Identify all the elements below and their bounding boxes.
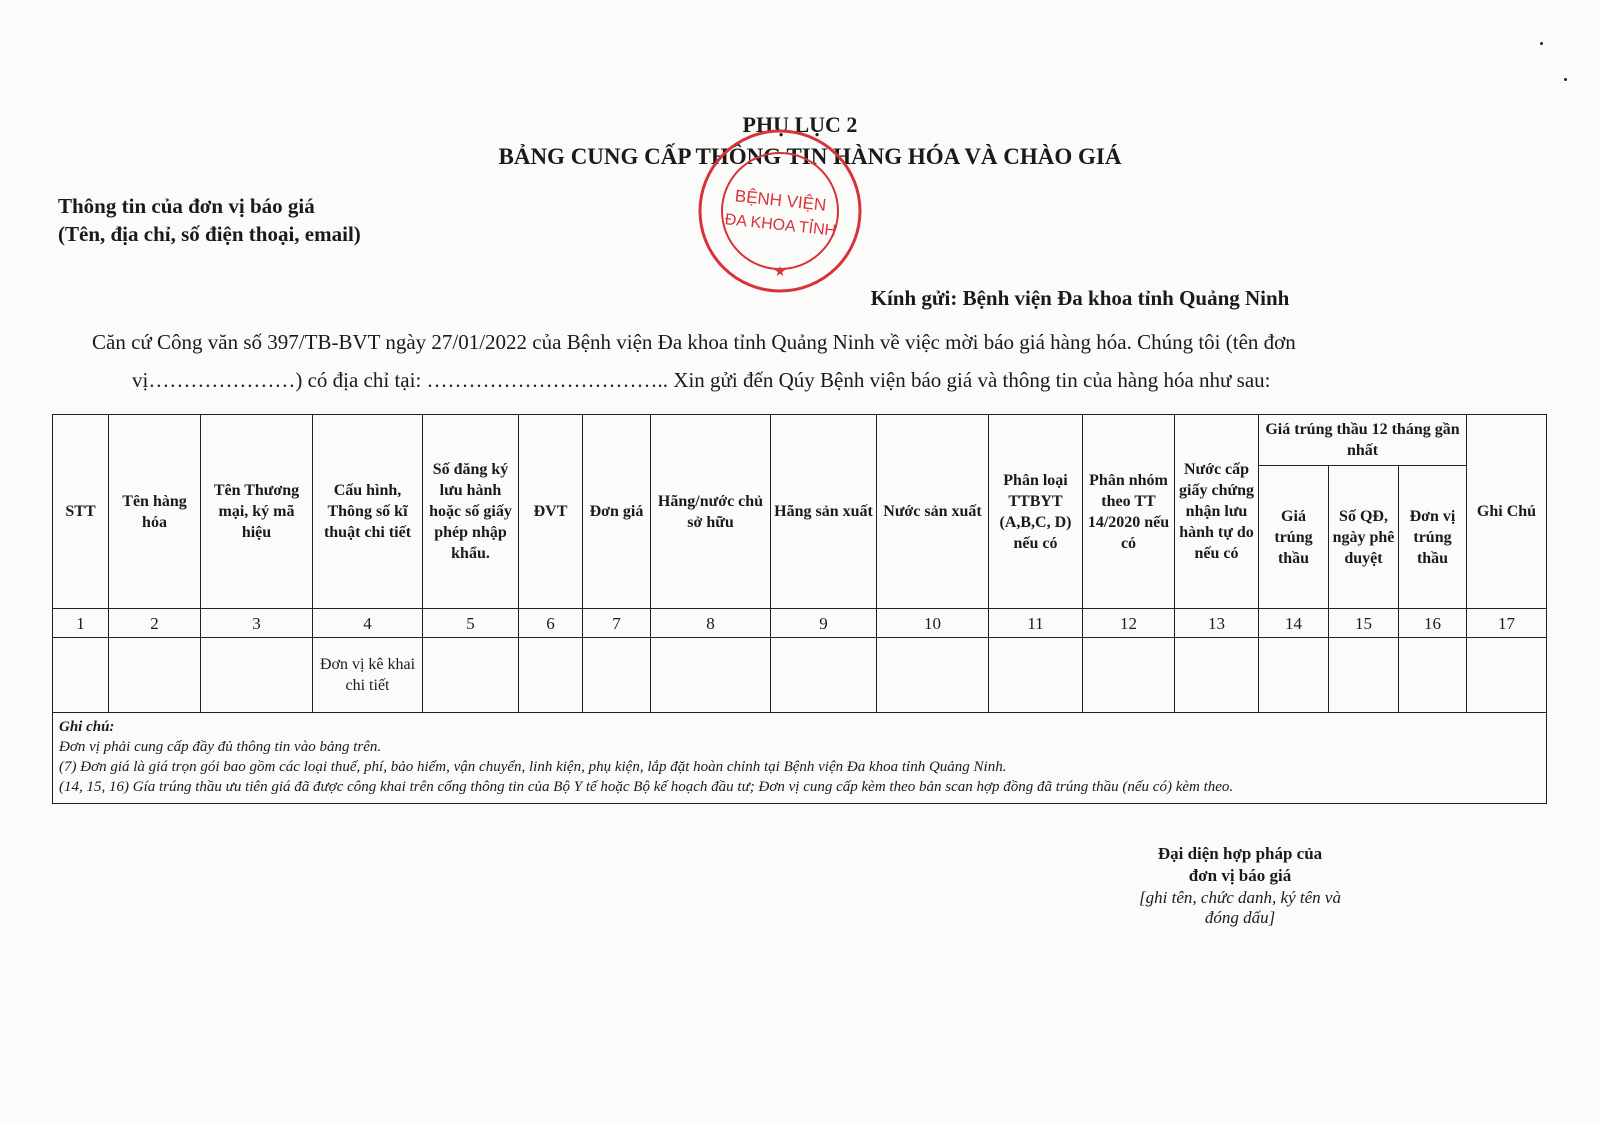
- table-cell[interactable]: [877, 638, 989, 713]
- column-number: 8: [651, 609, 771, 638]
- note-line-2: (7) Đơn giá là giá trọn gói bao gồm các loại thuế, phí, bảo hiểm, vận chuyển, linh kiện, phụ kiện, lắp đặt hoàn chỉnh tại Bệnh viện Đa khoa tỉnh Quảng Ninh.: [59, 759, 1007, 775]
- quotation-table: [52, 414, 1547, 804]
- table-cell[interactable]: [1329, 638, 1399, 713]
- table-cell-spec[interactable]: Đơn vị kê khai chi tiết: [313, 638, 423, 713]
- header-dvt: ĐVT: [519, 415, 583, 609]
- table-row: [53, 638, 1547, 713]
- signature-title-1: Đại diện hợp pháp của: [1157, 844, 1323, 863]
- table-cell[interactable]: [771, 638, 877, 713]
- note-line-3: (14, 15, 16) Gía trúng thầu ưu tiên giá đã được công khai trên cổng thông tin của Bộ Y tế hoặc Bộ kế hoạch đầu tư; Đơn vị cung cấp kèm theo bản scan hợp đồng đã trúng thầu (nếu có) kèm theo.: [59, 779, 1234, 795]
- recipient-line: [0, 286, 1600, 311]
- header-hang-san-xuat: Hãng sản xuất: [771, 415, 877, 609]
- column-number: 11: [989, 609, 1083, 638]
- header-stt: STT: [53, 415, 109, 609]
- table-cell[interactable]: [583, 638, 651, 713]
- header-ten-thuong-mai: Tên Thương mại, ký mã hiệu: [201, 415, 313, 609]
- column-number: 7: [583, 609, 651, 638]
- note-line-1: Đơn vị phải cung cấp đầy đủ thông tin vào bảng trên.: [59, 739, 382, 755]
- notes-title: Ghi chú:: [59, 719, 115, 735]
- table-cell[interactable]: [519, 638, 583, 713]
- sender-info-detail: (Tên, địa chỉ, số điện thoại, email): [58, 222, 361, 246]
- column-number: 4: [313, 609, 423, 638]
- header-nuoc-san-xuat: Nước sản xuất: [877, 415, 989, 609]
- column-number: 13: [1175, 609, 1259, 638]
- notes-row: [53, 713, 1547, 804]
- column-number: 16: [1399, 609, 1467, 638]
- notes-cell: [53, 713, 1547, 804]
- column-number: 17: [1467, 609, 1547, 638]
- column-number: 15: [1329, 609, 1399, 638]
- header-phan-nhom: Phân nhóm theo TT 14/2020 nếu có: [1083, 415, 1175, 609]
- header-phan-loai: Phân loại TTBYT (A,B,C, D) nếu có: [989, 415, 1083, 609]
- table-cell[interactable]: [1259, 638, 1329, 713]
- signature-instruction-2: đóng dấu]: [1204, 908, 1276, 927]
- column-number: 10: [877, 609, 989, 638]
- header-cau-hinh: Cấu hình, Thông số kĩ thuật chi tiết: [313, 415, 423, 609]
- table-cell[interactable]: [989, 638, 1083, 713]
- table-cell[interactable]: [1175, 638, 1259, 713]
- document-title: BẢNG CUNG CẤP THÔNG TIN HÀNG HÓA VÀ CHÀO GIÁ: [498, 144, 1122, 169]
- table-cell[interactable]: [423, 638, 519, 713]
- intro-line-1: Căn cứ Công văn số 397/TB-BVT ngày 27/01/2022 của Bệnh viện Đa khoa tỉnh Quảng Ninh về việc mời báo giá hàng hóa. Chúng tôi (tên đơn: [92, 330, 1296, 354]
- column-number: 14: [1259, 609, 1329, 638]
- header-ten-hang-hoa: Tên hàng hóa: [109, 415, 201, 609]
- column-number: 5: [423, 609, 519, 638]
- column-number: 6: [519, 609, 583, 638]
- header-so-qd: Số QĐ, ngày phê duyệt: [1329, 466, 1399, 609]
- svg-text:★: ★: [773, 263, 787, 279]
- stamp-text-2: ĐA KHOA TỈNH: [724, 211, 837, 240]
- table-cell[interactable]: [1467, 638, 1547, 713]
- signature-instruction-1: [ghi tên, chức danh, ký tên và: [1139, 888, 1341, 907]
- stamp-text-1: BỆNH VIỆN: [734, 186, 828, 215]
- column-number: 12: [1083, 609, 1175, 638]
- column-number: 3: [201, 609, 313, 638]
- header-don-vi-trung-thau: Đơn vị trúng thầu: [1399, 466, 1467, 609]
- table-cell[interactable]: [1399, 638, 1467, 713]
- appendix-title: PHỤ LỤC 2: [742, 112, 858, 137]
- table-cell[interactable]: [201, 638, 313, 713]
- signature-title-2: đơn vị báo giá: [1188, 866, 1292, 885]
- column-number: 2: [109, 609, 201, 638]
- header-nuoc-cap: Nước cấp giấy chứng nhận lưu hành tự do nếu có: [1175, 415, 1259, 609]
- intro-line-2: vị…………………) có địa chỉ tại: …………………………….. Xin gửi đến Qúy Bệnh viện báo giá và thông tin của hàng hóa như sau:: [132, 368, 1271, 392]
- scan-speck: [1540, 42, 1543, 45]
- header-gia-trung-thau-group: Giá trúng thầu 12 tháng gần nhất: [1259, 415, 1467, 466]
- column-number-row: [53, 609, 1547, 638]
- table-cell[interactable]: [651, 638, 771, 713]
- header-gia-trung-thau: Giá trúng thầu: [1259, 466, 1329, 609]
- header-hang-nuoc: Hãng/nước chủ sở hữu: [651, 415, 771, 609]
- header-so-dang-ky: Số đăng ký lưu hành hoặc số giấy phép nhập khẩu.: [423, 415, 519, 609]
- sender-info-label: Thông tin của đơn vị báo giá: [58, 194, 315, 218]
- recipient-text: Kính gửi: Bệnh viện Đa khoa tỉnh Quảng Ninh: [870, 286, 1290, 310]
- header-ghi-chu: Ghi Chú: [1467, 415, 1547, 609]
- hospital-stamp: [690, 126, 870, 296]
- table-cell[interactable]: [1083, 638, 1175, 713]
- scan-speck: [1564, 78, 1567, 81]
- table-cell[interactable]: [109, 638, 201, 713]
- table-cell[interactable]: [53, 638, 109, 713]
- header-don-gia: Đơn giá: [583, 415, 651, 609]
- column-number: 1: [53, 609, 109, 638]
- column-number: 9: [771, 609, 877, 638]
